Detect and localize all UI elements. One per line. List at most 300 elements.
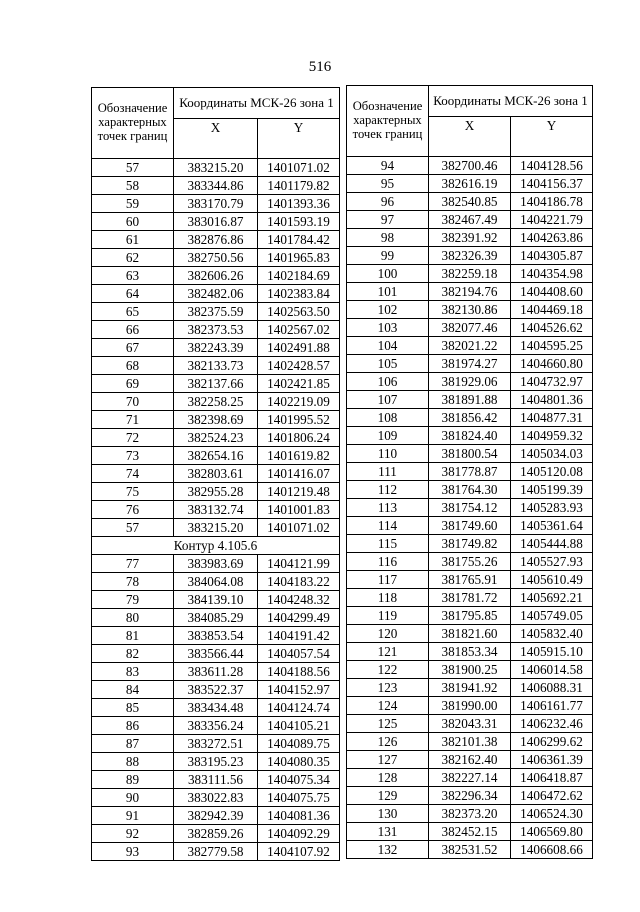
point-id-cell: 107 <box>347 391 429 409</box>
point-id-cell: 74 <box>92 465 174 483</box>
x-cell: 381990.00 <box>429 697 511 715</box>
point-id-cell: 70 <box>92 393 174 411</box>
x-cell: 381749.82 <box>429 535 511 553</box>
point-id-cell: 105 <box>347 355 429 373</box>
x-cell: 383022.83 <box>174 789 258 807</box>
y-cell: 1405034.03 <box>511 445 593 463</box>
y-cell: 1404057.54 <box>258 645 340 663</box>
table-row <box>92 267 340 285</box>
y-cell: 1402567.02 <box>258 321 340 339</box>
y-cell: 1401416.07 <box>258 465 340 483</box>
y-cell: 1404089.75 <box>258 735 340 753</box>
x-cell: 383566.44 <box>174 645 258 663</box>
x-cell: 382942.39 <box>174 807 258 825</box>
y-cell: 1404299.49 <box>258 609 340 627</box>
x-header: X <box>174 119 258 159</box>
y-cell: 1401179.82 <box>258 177 340 195</box>
point-id-cell: 86 <box>92 717 174 735</box>
x-cell: 383111.56 <box>174 771 258 789</box>
table-row <box>347 445 593 463</box>
y-cell: 1405832.40 <box>511 625 593 643</box>
x-cell: 382077.46 <box>429 319 511 337</box>
y-cell: 1404877.31 <box>511 409 593 427</box>
table-row <box>92 789 340 807</box>
table-row <box>92 249 340 267</box>
x-cell: 382779.58 <box>174 843 258 861</box>
x-cell: 382750.56 <box>174 249 258 267</box>
point-id-cell: 98 <box>347 229 429 247</box>
table-row <box>92 555 340 573</box>
point-id-cell: 116 <box>347 553 429 571</box>
table-row <box>347 823 593 841</box>
table-row <box>347 571 593 589</box>
y-cell: 1404152.97 <box>258 681 340 699</box>
point-id-cell: 124 <box>347 697 429 715</box>
point-id-cell: 57 <box>92 519 174 537</box>
x-cell: 383215.20 <box>174 159 258 177</box>
x-cell: 382296.34 <box>429 787 511 805</box>
table-row <box>92 411 340 429</box>
x-cell: 382043.31 <box>429 715 511 733</box>
point-id-cell: 123 <box>347 679 429 697</box>
table-row <box>92 339 340 357</box>
x-cell: 382137.66 <box>174 375 258 393</box>
table-row <box>347 553 593 571</box>
table-row <box>347 355 593 373</box>
x-cell: 381856.42 <box>429 409 511 427</box>
table-row <box>92 807 340 825</box>
y-cell: 1406161.77 <box>511 697 593 715</box>
point-id-cell: 73 <box>92 447 174 465</box>
x-cell: 382391.92 <box>429 229 511 247</box>
table-row <box>347 247 593 265</box>
table-row <box>347 337 593 355</box>
x-cell: 382373.20 <box>429 805 511 823</box>
y-cell: 1402491.88 <box>258 339 340 357</box>
table-row <box>92 447 340 465</box>
table-row <box>92 519 340 537</box>
point-id-cell: 67 <box>92 339 174 357</box>
y-cell: 1404801.36 <box>511 391 593 409</box>
point-id-cell: 115 <box>347 535 429 553</box>
x-cell: 381764.30 <box>429 481 511 499</box>
point-id-cell: 65 <box>92 303 174 321</box>
x-cell: 382616.19 <box>429 175 511 193</box>
point-id-cell: 63 <box>92 267 174 285</box>
table-row <box>347 391 593 409</box>
y-cell: 1406418.87 <box>511 769 593 787</box>
point-id-cell: 68 <box>92 357 174 375</box>
table-row <box>92 825 340 843</box>
table-row <box>92 645 340 663</box>
y-cell: 1404305.87 <box>511 247 593 265</box>
y-cell: 1405749.05 <box>511 607 593 625</box>
x-cell: 381754.12 <box>429 499 511 517</box>
x-cell: 382531.52 <box>429 841 511 859</box>
x-cell: 381853.34 <box>429 643 511 661</box>
point-id-cell: 108 <box>347 409 429 427</box>
y-cell: 1406232.46 <box>511 715 593 733</box>
point-id-cell: 71 <box>92 411 174 429</box>
point-id-cell: 93 <box>92 843 174 861</box>
y-cell: 1404075.34 <box>258 771 340 789</box>
point-id-cell: 61 <box>92 231 174 249</box>
y-cell: 1404075.75 <box>258 789 340 807</box>
x-cell: 381824.40 <box>429 427 511 445</box>
y-cell: 1404081.36 <box>258 807 340 825</box>
table-row <box>347 517 593 535</box>
x-cell: 382955.28 <box>174 483 258 501</box>
y-cell: 1405283.93 <box>511 499 593 517</box>
y-cell: 1402184.69 <box>258 267 340 285</box>
x-cell: 383522.37 <box>174 681 258 699</box>
table-row <box>92 609 340 627</box>
point-id-cell: 66 <box>92 321 174 339</box>
point-id-cell: 125 <box>347 715 429 733</box>
table-row <box>92 357 340 375</box>
point-id-cell: 94 <box>347 157 429 175</box>
point-id-cell: 81 <box>92 627 174 645</box>
table-row <box>92 591 340 609</box>
point-id-cell: 109 <box>347 427 429 445</box>
table-row <box>92 483 340 501</box>
y-cell: 1402428.57 <box>258 357 340 375</box>
x-cell: 381974.27 <box>429 355 511 373</box>
point-id-cell: 87 <box>92 735 174 753</box>
point-id-cell: 102 <box>347 301 429 319</box>
point-id-cell: 64 <box>92 285 174 303</box>
point-id-cell: 58 <box>92 177 174 195</box>
y-cell: 1404105.21 <box>258 717 340 735</box>
y-cell: 1404128.56 <box>511 157 593 175</box>
table-row <box>92 177 340 195</box>
point-id-cell: 92 <box>92 825 174 843</box>
y-cell: 1401619.82 <box>258 447 340 465</box>
y-cell: 1404526.62 <box>511 319 593 337</box>
y-cell: 1404080.35 <box>258 753 340 771</box>
y-cell: 1401965.83 <box>258 249 340 267</box>
table-row <box>347 679 593 697</box>
point-id-cell: 80 <box>92 609 174 627</box>
x-cell: 382859.26 <box>174 825 258 843</box>
y-cell: 1401219.48 <box>258 483 340 501</box>
x-cell: 382133.73 <box>174 357 258 375</box>
point-id-cell: 106 <box>347 373 429 391</box>
y-cell: 1401001.83 <box>258 501 340 519</box>
y-cell: 1404124.74 <box>258 699 340 717</box>
point-id-cell: 57 <box>92 159 174 177</box>
table-row <box>92 663 340 681</box>
point-id-cell: 76 <box>92 501 174 519</box>
table-row <box>92 195 340 213</box>
x-cell: 383434.48 <box>174 699 258 717</box>
table-row <box>92 843 340 861</box>
point-id-cell: 75 <box>92 483 174 501</box>
y-cell: 1401393.36 <box>258 195 340 213</box>
x-cell: 381765.91 <box>429 571 511 589</box>
table-row <box>347 193 593 211</box>
x-cell: 382373.53 <box>174 321 258 339</box>
x-cell: 382194.76 <box>429 283 511 301</box>
table-row <box>347 229 593 247</box>
point-id-cell: 69 <box>92 375 174 393</box>
point-id-cell: 120 <box>347 625 429 643</box>
y-header: Y <box>258 119 340 159</box>
table-row <box>347 373 593 391</box>
point-id-cell: 131 <box>347 823 429 841</box>
table-row <box>347 535 593 553</box>
point-id-cell: 62 <box>92 249 174 267</box>
x-cell: 382375.59 <box>174 303 258 321</box>
x-cell: 382452.15 <box>429 823 511 841</box>
point-id-cell: 100 <box>347 265 429 283</box>
table-row <box>92 573 340 591</box>
coordinates-header: Координаты МСК-26 зона 1 <box>174 88 340 119</box>
point-id-cell: 89 <box>92 771 174 789</box>
x-cell: 382654.16 <box>174 447 258 465</box>
y-cell: 1406361.39 <box>511 751 593 769</box>
table-row <box>347 499 593 517</box>
point-id-cell: 84 <box>92 681 174 699</box>
point-id-cell: 83 <box>92 663 174 681</box>
point-id-cell: 103 <box>347 319 429 337</box>
y-cell: 1406569.80 <box>511 823 593 841</box>
point-id-cell: 77 <box>92 555 174 573</box>
point-id-cell: 79 <box>92 591 174 609</box>
x-cell: 383170.79 <box>174 195 258 213</box>
y-cell: 1401593.19 <box>258 213 340 231</box>
x-cell: 383356.24 <box>174 717 258 735</box>
x-cell: 381795.85 <box>429 607 511 625</box>
table-row <box>347 805 593 823</box>
y-cell: 1404221.79 <box>511 211 593 229</box>
point-id-cell: 132 <box>347 841 429 859</box>
y-cell: 1401806.24 <box>258 429 340 447</box>
x-header: X <box>429 117 511 157</box>
coordinates-table-right <box>346 85 593 859</box>
y-cell: 1405444.88 <box>511 535 593 553</box>
point-id-cell: 127 <box>347 751 429 769</box>
designation-header: Обозначение характерных точек границ <box>347 86 429 157</box>
table-row <box>92 717 340 735</box>
table-row <box>347 607 593 625</box>
point-id-cell: 97 <box>347 211 429 229</box>
y-cell: 1404183.22 <box>258 573 340 591</box>
table-row <box>92 393 340 411</box>
point-id-cell: 78 <box>92 573 174 591</box>
y-cell: 1404186.78 <box>511 193 593 211</box>
y-cell: 1401784.42 <box>258 231 340 249</box>
x-cell: 382258.25 <box>174 393 258 411</box>
x-cell: 383853.54 <box>174 627 258 645</box>
y-cell: 1404732.97 <box>511 373 593 391</box>
table-row <box>92 429 340 447</box>
y-cell: 1404248.32 <box>258 591 340 609</box>
contour-label: Контур 4.105.6 <box>92 537 340 555</box>
table-row <box>92 213 340 231</box>
point-id-cell: 121 <box>347 643 429 661</box>
x-cell: 382803.61 <box>174 465 258 483</box>
point-id-cell: 111 <box>347 463 429 481</box>
point-id-cell: 130 <box>347 805 429 823</box>
x-cell: 383983.69 <box>174 555 258 573</box>
point-id-cell: 72 <box>92 429 174 447</box>
y-cell: 1404660.80 <box>511 355 593 373</box>
table-row <box>347 625 593 643</box>
x-cell: 381778.87 <box>429 463 511 481</box>
x-cell: 382524.23 <box>174 429 258 447</box>
y-cell: 1402563.50 <box>258 303 340 321</box>
x-cell: 382326.39 <box>429 247 511 265</box>
y-cell: 1404469.18 <box>511 301 593 319</box>
y-cell: 1405527.93 <box>511 553 593 571</box>
y-cell: 1401071.02 <box>258 159 340 177</box>
y-header: Y <box>511 117 593 157</box>
point-id-cell: 90 <box>92 789 174 807</box>
y-cell: 1404121.99 <box>258 555 340 573</box>
x-cell: 383195.23 <box>174 753 258 771</box>
coordinates-header: Координаты МСК-26 зона 1 <box>429 86 593 117</box>
point-id-cell: 117 <box>347 571 429 589</box>
x-cell: 382162.40 <box>429 751 511 769</box>
point-id-cell: 126 <box>347 733 429 751</box>
page-number: 516 <box>308 59 332 75</box>
point-id-cell: 128 <box>347 769 429 787</box>
x-cell: 382398.69 <box>174 411 258 429</box>
x-cell: 382227.14 <box>429 769 511 787</box>
table-row <box>347 301 593 319</box>
y-cell: 1404092.29 <box>258 825 340 843</box>
table-row <box>92 231 340 249</box>
x-cell: 382243.39 <box>174 339 258 357</box>
table-row <box>92 465 340 483</box>
x-cell: 384064.08 <box>174 573 258 591</box>
table-row <box>347 157 593 175</box>
table-row <box>347 697 593 715</box>
table-row <box>347 643 593 661</box>
point-id-cell: 99 <box>347 247 429 265</box>
y-cell: 1401995.52 <box>258 411 340 429</box>
y-cell: 1405610.49 <box>511 571 593 589</box>
point-id-cell: 114 <box>347 517 429 535</box>
table-row <box>347 175 593 193</box>
y-cell: 1404188.56 <box>258 663 340 681</box>
x-cell: 382482.06 <box>174 285 258 303</box>
x-cell: 381900.25 <box>429 661 511 679</box>
table-row <box>347 715 593 733</box>
table-row <box>347 751 593 769</box>
x-cell: 382876.86 <box>174 231 258 249</box>
y-cell: 1404107.92 <box>258 843 340 861</box>
table-row <box>92 699 340 717</box>
table-row <box>347 283 593 301</box>
y-cell: 1404959.32 <box>511 427 593 445</box>
table-row <box>92 501 340 519</box>
x-cell: 382606.26 <box>174 267 258 285</box>
point-id-cell: 122 <box>347 661 429 679</box>
table-row <box>347 319 593 337</box>
point-id-cell: 101 <box>347 283 429 301</box>
y-cell: 1406472.62 <box>511 787 593 805</box>
y-cell: 1406608.66 <box>511 841 593 859</box>
x-cell: 382540.85 <box>429 193 511 211</box>
x-cell: 384139.10 <box>174 591 258 609</box>
y-cell: 1405120.08 <box>511 463 593 481</box>
designation-header: Обозначение характерных точек границ <box>92 88 174 159</box>
table-row <box>347 769 593 787</box>
table-row <box>92 159 340 177</box>
coordinates-table-left <box>91 87 340 861</box>
point-id-cell: 104 <box>347 337 429 355</box>
x-cell: 383344.86 <box>174 177 258 195</box>
y-cell: 1404595.25 <box>511 337 593 355</box>
x-cell: 381929.06 <box>429 373 511 391</box>
x-cell: 382101.38 <box>429 733 511 751</box>
x-cell: 384085.29 <box>174 609 258 627</box>
y-cell: 1406014.58 <box>511 661 593 679</box>
x-cell: 381800.54 <box>429 445 511 463</box>
table-row <box>92 753 340 771</box>
y-cell: 1404263.86 <box>511 229 593 247</box>
y-cell: 1404354.98 <box>511 265 593 283</box>
y-cell: 1405915.10 <box>511 643 593 661</box>
y-cell: 1405692.21 <box>511 589 593 607</box>
table-row <box>347 211 593 229</box>
y-cell: 1402219.09 <box>258 393 340 411</box>
x-cell: 382021.22 <box>429 337 511 355</box>
point-id-cell: 110 <box>347 445 429 463</box>
point-id-cell: 60 <box>92 213 174 231</box>
x-cell: 382259.18 <box>429 265 511 283</box>
point-id-cell: 112 <box>347 481 429 499</box>
point-id-cell: 95 <box>347 175 429 193</box>
x-cell: 383016.87 <box>174 213 258 231</box>
table-row <box>92 681 340 699</box>
table-row <box>347 265 593 283</box>
table-row <box>92 735 340 753</box>
x-cell: 381941.92 <box>429 679 511 697</box>
table-row <box>347 733 593 751</box>
table-row <box>347 481 593 499</box>
point-id-cell: 129 <box>347 787 429 805</box>
point-id-cell: 82 <box>92 645 174 663</box>
y-cell: 1406088.31 <box>511 679 593 697</box>
table-row <box>347 409 593 427</box>
table-row <box>92 771 340 789</box>
y-cell: 1406524.30 <box>511 805 593 823</box>
table-row <box>347 787 593 805</box>
point-id-cell: 119 <box>347 607 429 625</box>
table-row <box>92 375 340 393</box>
x-cell: 383272.51 <box>174 735 258 753</box>
y-cell: 1405199.39 <box>511 481 593 499</box>
y-cell: 1404156.37 <box>511 175 593 193</box>
table-row <box>347 463 593 481</box>
x-cell: 382700.46 <box>429 157 511 175</box>
y-cell: 1402383.84 <box>258 285 340 303</box>
point-id-cell: 59 <box>92 195 174 213</box>
x-cell: 383215.20 <box>174 519 258 537</box>
x-cell: 381891.88 <box>429 391 511 409</box>
point-id-cell: 88 <box>92 753 174 771</box>
x-cell: 381749.60 <box>429 517 511 535</box>
y-cell: 1406299.62 <box>511 733 593 751</box>
x-cell: 381755.26 <box>429 553 511 571</box>
y-cell: 1402421.85 <box>258 375 340 393</box>
x-cell: 382130.86 <box>429 301 511 319</box>
table-row <box>92 285 340 303</box>
point-id-cell: 96 <box>347 193 429 211</box>
